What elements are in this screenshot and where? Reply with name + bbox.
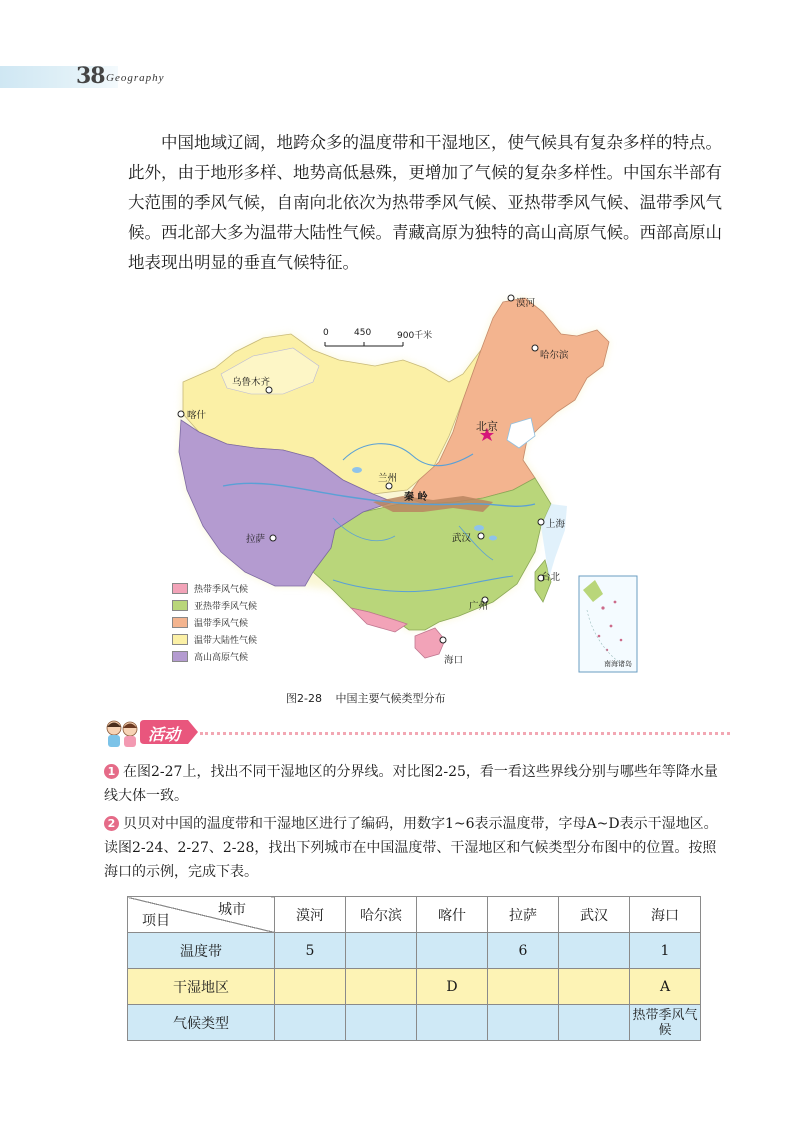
label-qinling: 秦 岭	[404, 492, 428, 503]
legend-label: 温带季风气候	[194, 619, 249, 629]
col-header: 海口	[630, 897, 701, 933]
table-cell[interactable]: 热带季风气候	[630, 1005, 701, 1041]
table-corner-cell	[128, 897, 275, 933]
row-label: 干湿地区	[128, 969, 275, 1005]
activity-divider	[200, 732, 730, 735]
activity-question-1	[104, 760, 724, 808]
question-2-text: 贝贝对中国的温度带和干湿地区进行了编码，用数字1~6表示温度带，字母A~D表示干湿地区。读图2-24、2-27、2-28，找出下列城市在中国温度带、干湿地区和气候类型分布图中的位置。按照海口的示例，完成下表。	[104, 816, 718, 880]
city-beijing: 北京	[476, 420, 498, 433]
legend-label: 热带季风气候	[194, 585, 249, 595]
climate-table	[127, 896, 701, 1041]
table-cell[interactable]	[275, 1005, 346, 1041]
legend-label: 高山高原气候	[194, 653, 249, 663]
table-cell[interactable]: 5	[275, 933, 346, 969]
legend-item	[172, 648, 257, 665]
col-header: 武汉	[559, 897, 630, 933]
question-number-2: 2	[104, 816, 119, 831]
city-wulumuqi: 乌鲁木齐	[232, 377, 271, 388]
city-haerbin: 哈尔滨	[540, 350, 569, 361]
table-cell[interactable]	[417, 933, 488, 969]
row-label: 气候类型	[128, 1005, 275, 1041]
legend-item	[172, 597, 257, 614]
scale-mid: 450	[354, 328, 372, 338]
legend-swatch	[172, 651, 188, 662]
legend-item	[172, 614, 257, 631]
page-number: 38	[76, 63, 105, 89]
col-header: 哈尔滨	[346, 897, 417, 933]
row-label: 温度带	[128, 933, 275, 969]
table-cell[interactable]	[559, 969, 630, 1005]
activity-label: 活动	[148, 725, 181, 744]
inset-label: 南海诸岛	[604, 660, 632, 668]
table-cell[interactable]: 1	[630, 933, 701, 969]
city-taibei: 台北	[541, 572, 561, 583]
col-header: 喀什	[417, 897, 488, 933]
legend-swatch	[172, 600, 188, 611]
running-title: Geography	[106, 72, 165, 84]
scale-end: 900千米	[397, 331, 433, 341]
legend-swatch	[172, 634, 188, 645]
figure-number: 图2-28	[286, 692, 322, 705]
hainan-island	[415, 628, 445, 658]
activity-question-2	[104, 812, 724, 884]
question-1-text: 在图2-27上，找出不同干湿地区的分界线。对比图2-25，看一看这些界线分别与哪些年等降水量线大体一致。	[104, 764, 718, 804]
table-cell[interactable]: 6	[488, 933, 559, 969]
kids-icon	[102, 718, 144, 748]
legend-swatch	[172, 617, 188, 628]
legend-label: 亚热带季风气候	[194, 602, 258, 612]
table-cell[interactable]	[559, 933, 630, 969]
city-lasa: 拉萨	[246, 534, 266, 545]
table-cell[interactable]	[559, 1005, 630, 1041]
table-cell[interactable]	[346, 1005, 417, 1041]
table-cell[interactable]	[417, 1005, 488, 1041]
city-guangzhou: 广州	[469, 601, 489, 612]
table-row	[128, 969, 701, 1005]
table-cell[interactable]	[346, 933, 417, 969]
table-row	[128, 1005, 701, 1041]
legend-label: 温带大陆性气候	[194, 636, 258, 646]
city-kashi: 喀什	[187, 410, 207, 421]
table-cell[interactable]: D	[417, 969, 488, 1005]
corner-label-item: 项目	[142, 913, 170, 929]
legend-swatch	[172, 583, 188, 594]
table-header-row	[128, 897, 701, 933]
table-row	[128, 933, 701, 969]
city-mohe: 漠河	[516, 298, 536, 309]
scale-zero: 0	[323, 328, 329, 338]
table-cell[interactable]: A	[630, 969, 701, 1005]
legend-item	[172, 631, 257, 648]
corner-label-city: 城市	[218, 902, 246, 918]
city-haikou: 海口	[444, 655, 464, 666]
question-number-1: 1	[104, 764, 119, 779]
body-paragraph	[128, 128, 728, 278]
table-cell[interactable]	[488, 1005, 559, 1041]
table-cell[interactable]	[488, 969, 559, 1005]
col-header: 漠河	[275, 897, 346, 933]
col-header: 拉萨	[488, 897, 559, 933]
legend-item	[172, 580, 257, 597]
city-wuhan: 武汉	[452, 533, 472, 544]
city-shanghai: 上海	[546, 519, 566, 530]
figure-title: 中国主要气候类型分布	[335, 692, 446, 705]
map-legend	[172, 580, 257, 665]
figure-caption	[286, 690, 455, 706]
table-cell[interactable]	[346, 969, 417, 1005]
paragraph-text: 中国地域辽阔，地跨众多的温度带和干湿地区，使气候具有复杂多样的特点。此外，由于地形多样、地势高低悬殊，更增加了气候的复杂多样性。中国东半部有大范围的季风气候，自南向北依次为热带季风气候、亚热带季风气候、温带季风气候。西北部大多为温带大陆性气候。青藏高原为独特的高山高原气候。西部高原山地表现出明显的垂直气候特征。	[128, 133, 722, 272]
city-lanzhou: 兰州	[378, 473, 398, 484]
table-cell[interactable]	[275, 969, 346, 1005]
